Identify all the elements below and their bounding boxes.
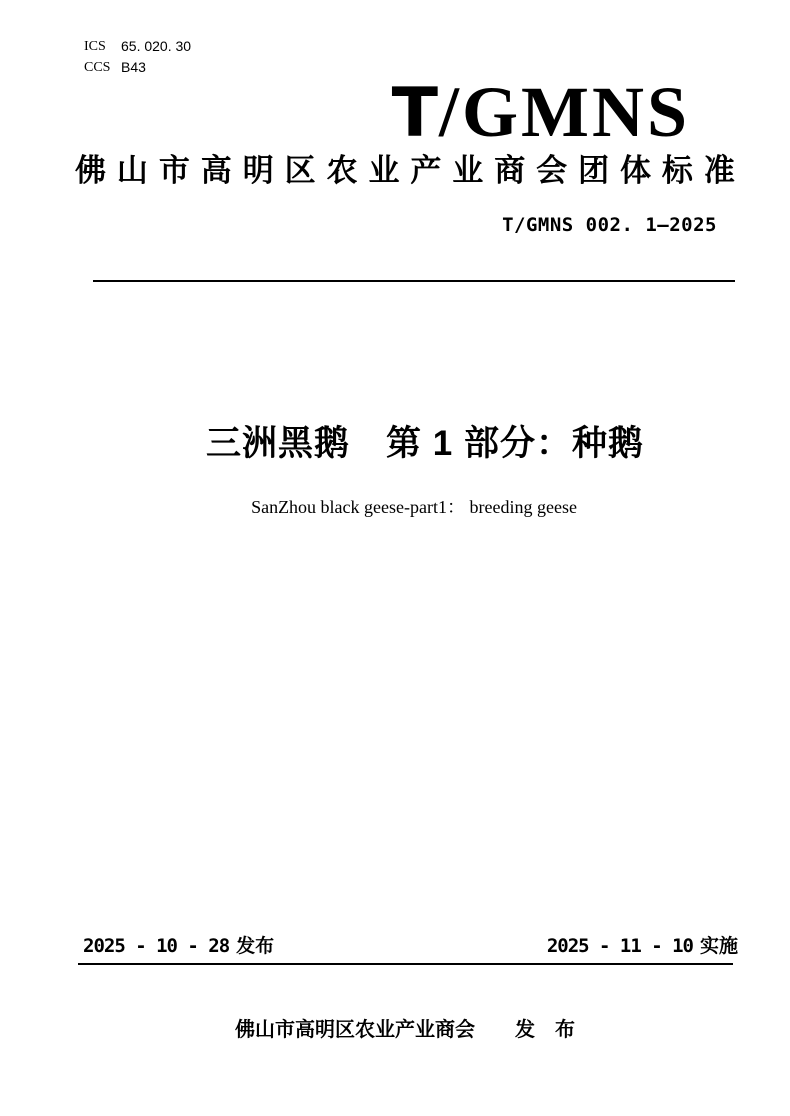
implementation-label: 实施 [699,936,738,957]
ics-ccs-block [84,36,191,78]
implementation-date: 2025 - 11 - 10 [546,935,693,957]
dates-row [83,933,738,960]
logo-gmns-letters: /GMNS [438,72,690,152]
logo-t-letter: T [391,74,439,153]
ics-label: ICS [84,39,106,54]
ccs-row [84,57,191,78]
issue-label: 发布 [236,936,275,957]
publisher-name: 佛山市高明区农业产业商会 [235,1019,475,1041]
standard-logo [391,72,690,153]
implementation-date-group [547,933,738,960]
ics-value: 65. 020. 30 [121,38,192,54]
publish-label: 发 布 [515,1019,575,1041]
document-title-en: SanZhou black geese-part1： breeding geese [251,497,577,517]
org-standard-header: 佛 山 市 高 明 区 农 业 产 业 商 会 团 体 标 准 [75,153,735,188]
header-divider-line [93,280,735,282]
ics-row [84,36,191,57]
publisher-row [75,1016,735,1044]
standard-number: T/GMNS 002. 1—2025 [502,214,717,236]
footer-divider-line [78,963,733,965]
issue-date-group [83,933,274,960]
ccs-label: CCS [84,60,111,75]
issue-date: 2025 - 10 - 28 [83,935,230,957]
ccs-value: B43 [121,59,146,75]
document-title-cn: 三洲黑鹅 第 1 部分：种鹅 [206,424,644,463]
